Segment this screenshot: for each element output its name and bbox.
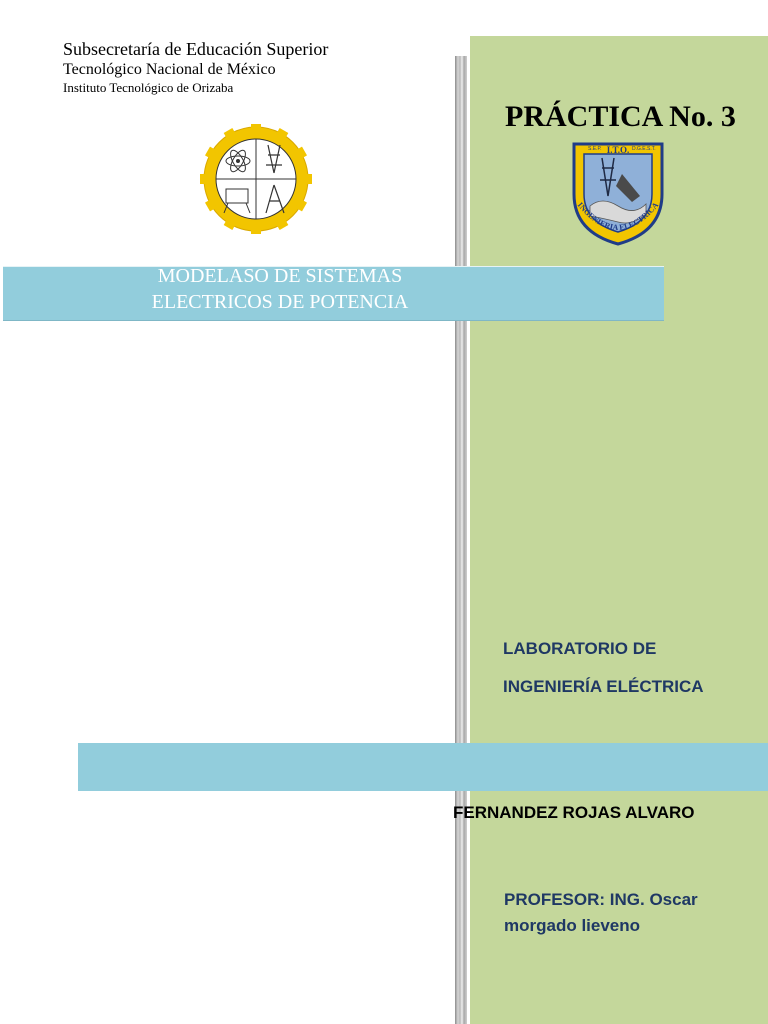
header-line-3: Instituto Tecnológico de Orizaba — [63, 80, 234, 95]
professor-label — [504, 887, 754, 939]
shield-ito-text: I.T.O. — [606, 145, 630, 155]
professor-line-2: morgado lieveno — [504, 916, 641, 935]
practice-number-title: PRÁCTICA No. 3 — [505, 100, 736, 133]
student-name: FERNANDEZ ROJAS ALVARO — [453, 803, 695, 822]
course-title-line-2: ELECTRICOS DE POTENCIA — [151, 291, 409, 313]
vertical-divider — [455, 56, 467, 1024]
shield-sep-text: S.E.P. — [588, 146, 602, 152]
institute-seal-logo — [200, 124, 312, 234]
shield-bottom-text: INGENIERIA ELECTRICA — [575, 200, 661, 233]
course-title-line-1: MODELASO DE SISTEMAS — [157, 265, 403, 287]
laboratory-line-1: LABORATORIO DE — [503, 639, 657, 658]
professor-line-1: PROFESOR: ING. Oscar — [504, 890, 698, 909]
laboratory-label — [503, 630, 753, 706]
laboratory-line-2: INGENIERÍA ELÉCTRICA — [503, 677, 704, 696]
course-title — [120, 263, 440, 315]
shield-dgest-text: D.G.E.S.T. — [632, 146, 656, 152]
header-line-1: Subsecretaría de Educación Superior — [63, 39, 329, 59]
electrical-engineering-shield-logo — [562, 136, 674, 248]
lower-blue-band — [78, 743, 768, 791]
header-line-2: Tecnológico Nacional de México — [63, 61, 276, 78]
institution-header — [63, 38, 328, 96]
